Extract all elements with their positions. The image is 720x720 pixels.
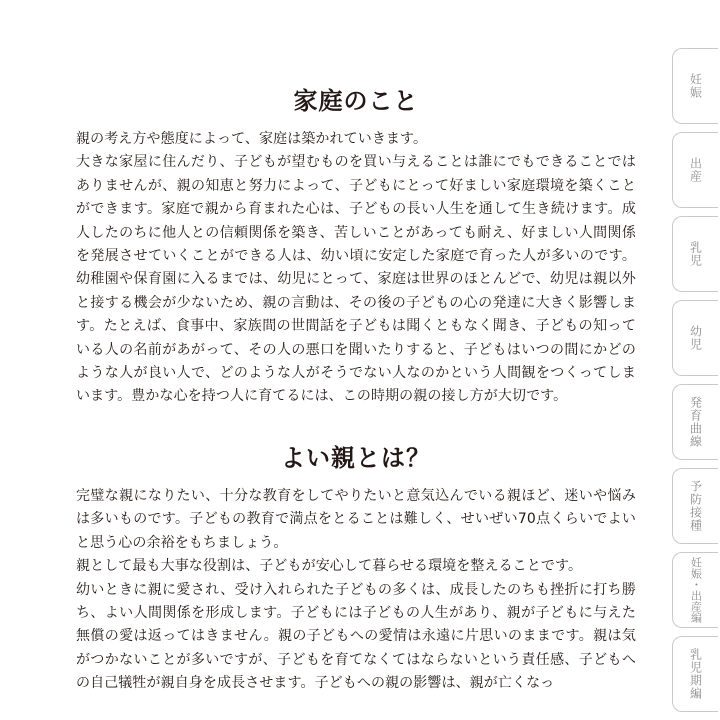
tab-toddler[interactable] [672, 300, 718, 376]
tab-birth[interactable] [672, 132, 718, 208]
section-title-home: 家庭のこと [293, 87, 419, 115]
index-tabs [672, 48, 720, 720]
tab-label: 乳児 [688, 241, 703, 267]
paragraph: 親として最も大事な役割は、子どもが安心して暮らせる環境を整えることです。 [76, 558, 583, 575]
tab-pregnancy-birth-edition[interactable] [672, 552, 718, 628]
tab-pregnancy[interactable] [672, 48, 718, 124]
tab-infancy-edition[interactable] [672, 636, 718, 712]
paragraph: 幼いときに親に愛され、受け入れられた子どもの多くは、成長したのちも挫折に打ち勝ち、よい人間関係を形成します。子どもには子どもの人生があり、親が子どもに与えた無償の愛は返ってはきません。親の子どもへの愛情は永遠に片思いのままです。親は気がつかないことが多いですが、子どもを育てなくてはならないという責任感、子どもへの自己犠牲が親自身を成長させます。子どもへの親の影響は、親が亡くなっ [76, 581, 636, 692]
tab-growth-curve[interactable] [672, 384, 718, 460]
tab-label: 乳児期編 [688, 648, 703, 700]
tab-label: 予防接種 [688, 480, 703, 532]
paragraph: 完璧な親になりたい、十分な教育をしてやりたいと意気込んでいる親ほど、迷いや悩みは多いものです。子どもの教育で満点をとることは難しく、せいぜい70点くらいでよいと思う心の余裕をもちましょう。 [76, 487, 636, 551]
paragraph: 大きな家屋に住んだり、子どもが望むものを買い与えることは誰にでもできることではありませんが、親の知恵と努力によって、子どもにとって好ましい家庭環境を築くことができます。家庭で親から育まれた心は、子どもの長い人生を通して生き続けます。成人したのちに他人との信頼関係を築き、苦しいことがあっても耐え、好ましい人間関係を発展させていくことができる人は、幼い頃に安定した家庭で育った人が多いのです。幼稚園や保育園に入るまでは、幼児にとって、家庭は世界のほとんどで、幼児は親以外と接する機会が少ないため、親の言動は、その後の子どもの心の発達に大きく影響します。たとえば、食事中、家族間の世間話を子どもは聞くともなく聞き、子どもの知っている人の名前があがって、その人の悪口を聞いたりすると、子どもはいつの間にかどのような人が良い人で、どのような人がそうでない人なのかという人間観をつくってしまいます。豊かな心を持つ人に育てるには、この時期の親の接し方が大切です。 [76, 154, 636, 405]
tab-label: 幼児 [688, 325, 703, 351]
paragraph: 親の考え方や態度によって、家庭は築かれていきます。 [76, 131, 428, 147]
tab-label: 妊娠・出産編 [689, 557, 703, 623]
section-title-good-parent: よい親とは？ [281, 443, 431, 472]
main-content [76, 86, 636, 696]
tab-infant[interactable] [672, 216, 718, 292]
tab-label: 出産 [688, 157, 703, 183]
tab-label: 発育曲線 [688, 396, 703, 448]
tab-vaccination[interactable] [672, 468, 718, 544]
tab-label: 妊娠 [688, 73, 703, 99]
